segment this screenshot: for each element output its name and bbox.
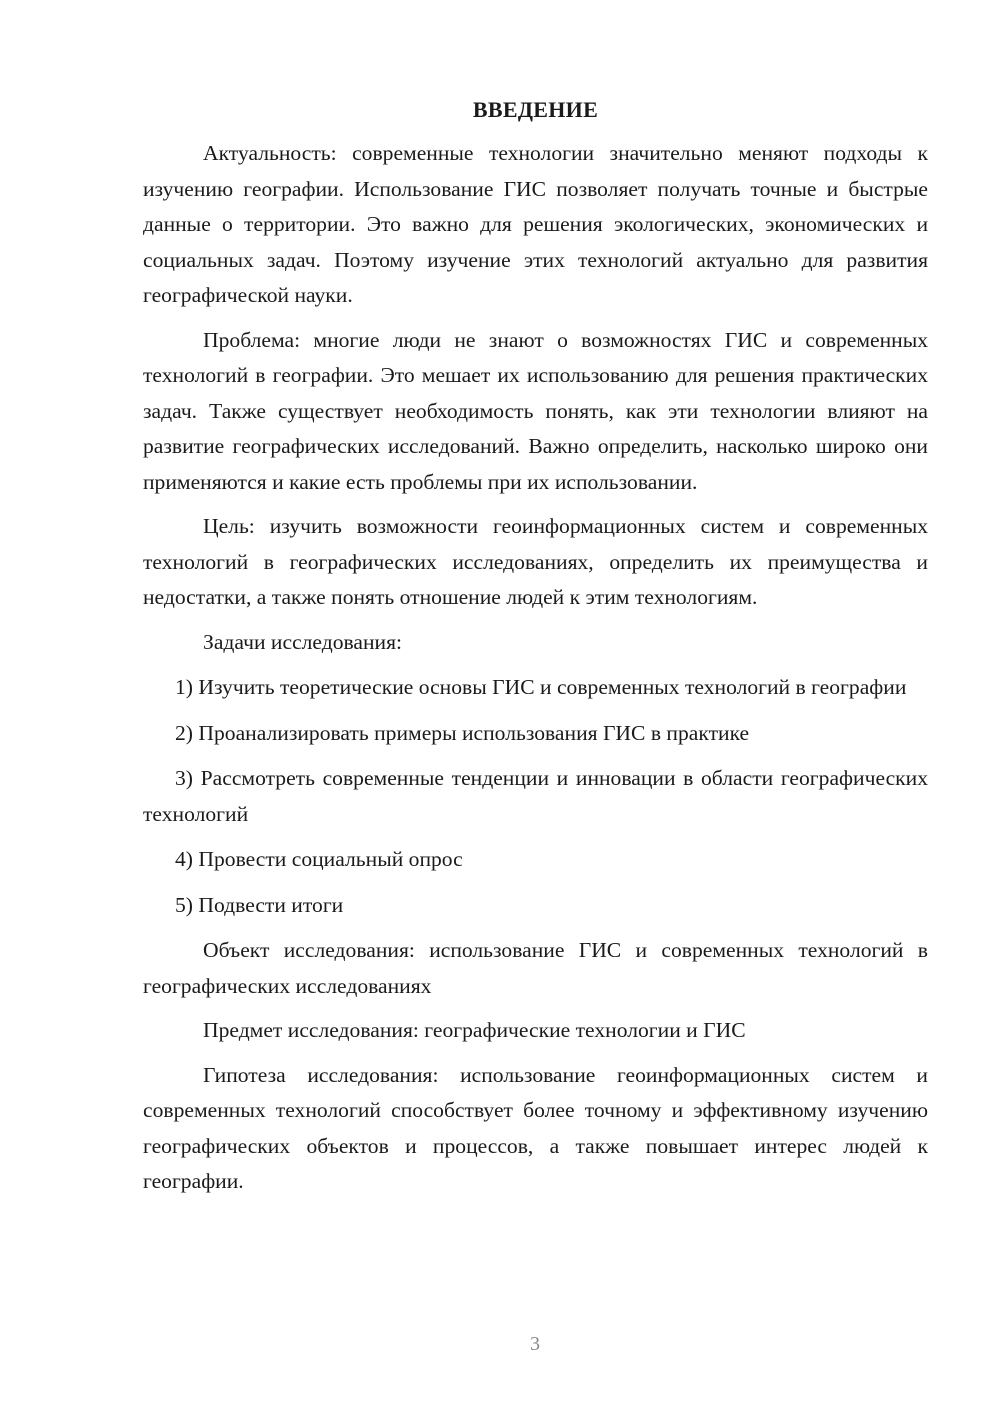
list-item-task-4: 4) Провести социальный опрос [175, 847, 463, 871]
section-title: ВВЕДЕНИЕ [472, 97, 599, 122]
hypothesis-paragraph: Гипотеза исследования: использование геоинформационных систем и современных технологий способствует более точному и эффективному изучению географических объектов и процессов, а также повышает интерес людей к географии. [143, 1062, 928, 1193]
page-number: 3 [530, 1333, 540, 1355]
object-paragraph: Объект исследования: использование ГИС и современных технологий в географических исследованиях [143, 938, 928, 998]
problem-paragraph: Проблема: многие люди не знают о возможностях ГИС и современных технологий в географии. Это мешает их использованию для решения практических задач. Также существует необходимость понять, как эти технологии влияют на развитие географических исследований. Важно определить, насколько широко они применяются и какие есть проблемы при их использовании. [143, 327, 928, 494]
list-item-task-2: 2) Проанализировать примеры использования ГИС в практике [175, 720, 750, 745]
goal-paragraph: Цель: изучить возможности геоинформационных систем и современных технологий в географических исследованиях, определить их преимущества и недостатки, а также понять отношение людей к этим технологиям. [143, 514, 928, 609]
document-page [143, 92, 928, 1200]
tasks-list [143, 670, 928, 923]
list-item-task-1: 1) Изучить теоретические основы ГИС и современных технологий в географии [175, 675, 907, 699]
list-item-task-5: 5) Подвести итоги [175, 892, 344, 917]
relevance-paragraph: Актуальность: современные технологии значительно меняют подходы к изучению географии. Использование ГИС позволяет получать точные и быстрые данные о территории. Это важно для решения экологических, экономических и социальных задач. Поэтому изучение этих технологий актуально для развития географической науки. [143, 141, 928, 307]
list-item-task-3: 3) Рассмотреть современные тенденции и инновации в области географических технологий [143, 766, 928, 826]
subject-paragraph: Предмет исследования: географические технологии и ГИС [203, 1018, 746, 1042]
tasks-heading: Задачи исследования: [203, 629, 403, 654]
